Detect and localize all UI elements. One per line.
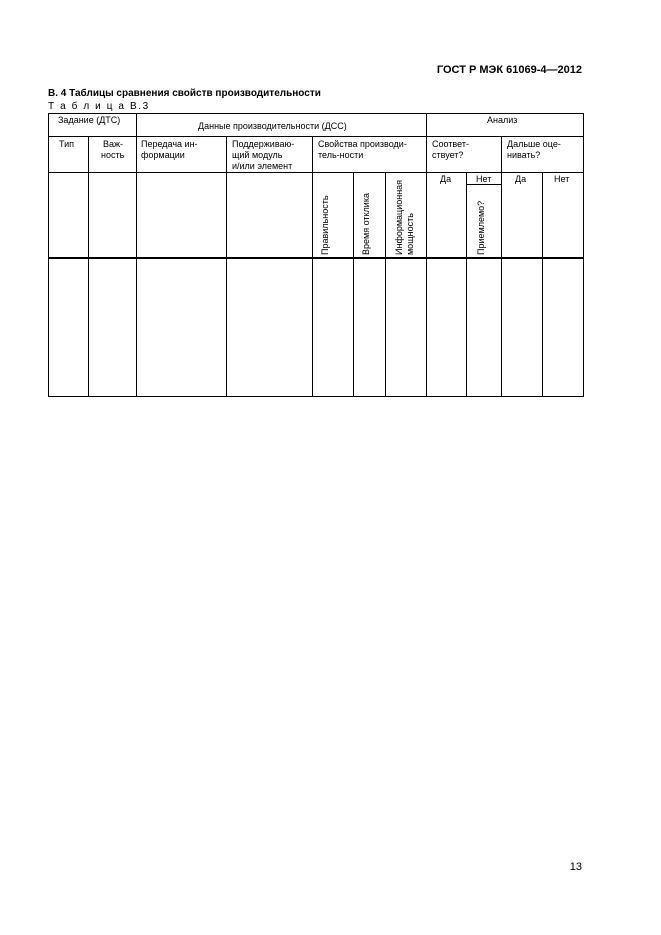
further-column-header-line1: Дальше оце- — [507, 139, 561, 149]
yes-subheader-further: Да — [515, 174, 527, 184]
support-column-header-line2: щий модуль — [232, 150, 283, 160]
match-column-header-line1: Соответ- — [432, 139, 469, 149]
column-divider — [312, 136, 313, 397]
page-number: 13 — [569, 861, 582, 873]
table-label: Т а б л и ц а В.3 — [48, 101, 150, 112]
table-rule — [48, 172, 584, 173]
support-column-header-line1: Поддерживаю- — [232, 139, 295, 149]
yes-subheader: Да — [440, 174, 452, 184]
column-divider — [426, 113, 427, 397]
type-column-header: Тип — [59, 139, 75, 149]
correctness-subheader: Правильность — [320, 195, 330, 255]
importance-column-header-line2: ность — [101, 150, 125, 160]
standard-header: ГОСТ Р МЭК 61069-4—2012 — [436, 64, 582, 76]
column-divider — [466, 172, 467, 397]
props-column-header-line1: Свойства производи- — [318, 139, 407, 149]
column-divider — [136, 113, 137, 397]
support-column-header-line3: и/или элемент — [232, 161, 293, 171]
transfer-column-header-line1: Передача ин- — [141, 139, 198, 149]
task-group-header: Задание (ДТС) — [58, 115, 121, 125]
table-rule — [48, 136, 584, 137]
match-column-header-line2: ствует? — [432, 150, 464, 160]
transfer-column-header-line2: формации — [141, 150, 185, 160]
column-divider — [353, 172, 354, 397]
further-column-header-line2: нивать? — [507, 150, 541, 160]
table-bottom-border — [48, 396, 584, 397]
table-top-border — [48, 113, 584, 114]
analysis-group-header: Анализ — [487, 115, 518, 125]
column-divider — [501, 136, 502, 397]
response-time-subheader: Время отклика — [361, 193, 371, 255]
info-power-subheader-line1: Информационная — [394, 179, 404, 255]
no-subheader-further: Нет — [554, 174, 570, 184]
table-right-border — [583, 113, 584, 397]
props-column-header-line2: тель-ности — [318, 150, 364, 160]
column-divider — [88, 136, 89, 397]
performance-group-header: Данные производительности (ДСС) — [198, 121, 347, 131]
section-title: В. 4 Таблицы сравнения свойств производительности — [48, 88, 321, 99]
table-left-border — [48, 113, 49, 397]
no-subheader: Нет — [476, 174, 492, 184]
importance-column-header-line1: Важ- — [103, 139, 124, 149]
column-divider — [385, 172, 386, 397]
column-divider — [542, 172, 543, 397]
header-bottom-rule — [48, 257, 584, 259]
info-power-subheader-line2: мощность — [405, 213, 415, 255]
column-divider — [226, 136, 227, 397]
acceptable-subheader: Приемлемо? — [476, 200, 486, 255]
